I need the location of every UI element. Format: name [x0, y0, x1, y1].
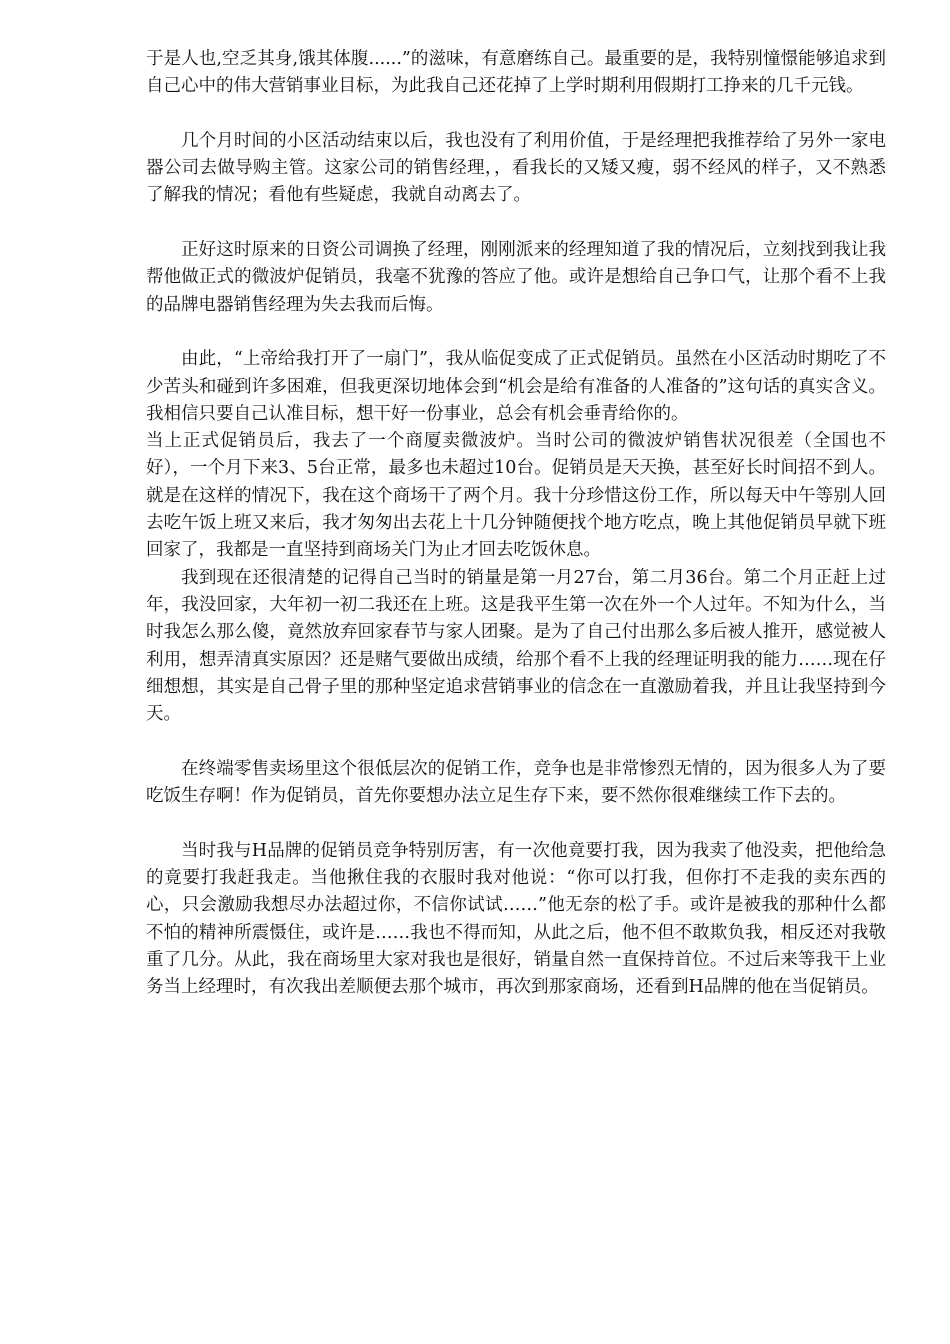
document-body — [146, 46, 886, 1001]
paragraph-2: 几个月时间的小区活动结束以后，我也没有了利用价值，于是经理把我推荐给了另外一家电器公司去做导购主管。这家公司的销售经理，，看我长的又矮又瘦，弱不经风的样子，又不熟悉了解我的情况；看他有些疑虑，我就自动离去了。 — [146, 130, 886, 206]
paragraph-7: 在终端零售卖场里这个很低层次的促销工作，竞争也是非常惨烈无情的，因为很多人为了要吃饭生存啊！作为促销员，首先你要想办法立足生存下来，要不然你很难继续工作下去的。 — [146, 758, 886, 807]
paragraph-3: 正好这时原来的日资公司调换了经理，刚刚派来的经理知道了我的情况后，立刻找到我让我帮他做正式的微波炉促销员，我毫不犹豫的答应了他。或许是想给自己争口气，让那个看不上我的品牌电器销售经理为失去我而后悔。 — [146, 240, 886, 315]
paragraph-6: 我到现在还很清楚的记得自己当时的销量是第一月27台，第二月36台。第二个月正赶上过年，我没回家，大年初一初二我还在上班。这是我平生第一次在外一个人过年。不知为什么，当时我怎么那么傻，竟然放弃回家春节与家人团聚。是为了自己付出那么多后被人推开，感觉被人利用，想弄清真实原因？还是赌气要做出成绩，给那个看不上我的经理证明我的能力……现在仔细想想，其实是自己骨子里的那种坚定追求营销事业的信念在一直激励着我，并且让我坚持到今天。 — [146, 567, 886, 725]
paragraph-1: 于是人也,空乏其身,饿其体腹......”的滋味，有意磨练自己。最重要的是，我特别憧憬能够追求到自己心中的伟大营销事业目标，为此我自己还花掉了上学时期利用假期打工挣来的几千元钱。 — [146, 49, 886, 97]
paragraph-8: 当时我与H品牌的促销员竞争特别厉害，有一次他竟要打我，因为我卖了他没卖，把他给急的竟要打我赶我走。当他揪住我的衣服时我对他说：“你可以打我，但你打不走我的卖东西的心，只会激励我想尽办法超过你，不信你试试……”他无奈的松了手。或许是被我的那种什么都不怕的精神所震慑住，或许是……我也不得而知，从此之后，他不但不敢欺负我，相反还对我敬重了几分。从此，我在商场里大家对我也是很好，销量自然一直保持首位。不过后来等我干上业务当上经理时，有次我出差顺便去那个城市，再次到那家商场，还看到H品牌的他在当促销员。 — [146, 840, 886, 998]
paragraph-4: 由此，“上帝给我打开了一扇门”，我从临促变成了正式促销员。虽然在小区活动时期吃了不少苦头和碰到许多困难，但我更深切地体会到“机会是给有准备的人准备的”这句话的真实含义。我相信只要自己认准目标，想干好一份事业，总会有机会垂青给你的。 — [146, 349, 886, 424]
paragraph-5: 当上正式促销员后，我去了一个商厦卖微波炉。当时公司的微波炉销售状况很差（全国也不好），一个月下来3、5台正常，最多也未超过10台。促销员是天天换，甚至好长时间招不到人。就是在这样的情况下，我在这个商场干了两个月。我十分珍惜这份工作，所以每天中午等别人回去吃午饭上班又来后，我才匆匆出去花上十几分钟随便找个地方吃点，晚上其他促销员早就下班回家了，我都是一直坚持到商场关门为止才回去吃饭休息。 — [146, 431, 886, 561]
